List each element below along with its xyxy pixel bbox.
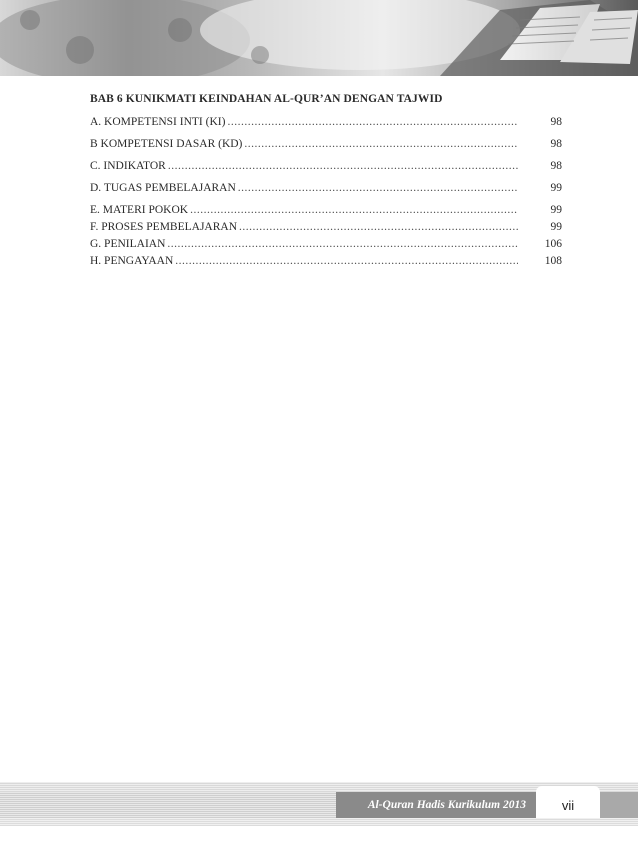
toc-row [90,220,562,234]
toc-leader-dots [239,220,518,234]
toc-page-number: 98 [550,116,562,128]
footer-stripe-right [600,792,638,818]
toc-row [90,203,562,217]
toc-row [90,254,562,268]
toc-label: H. PENGAYAAN [90,255,174,267]
footer-stripe-bottom [0,818,638,826]
toc-leader-dots [244,137,518,151]
chapter-title: BAB 6 KUNIKMATI KEINDAHAN AL-QUR’AN DENGAN TAJWID [90,93,443,105]
table-of-contents [90,93,562,268]
footer-book-title-text: Al-Quran Hadis Kurikulum 2013 [367,799,526,811]
toc-page-number: 99 [550,204,562,216]
toc-leader-dots [167,237,518,251]
toc-label: G. PENILAIAN [90,238,166,250]
toc-row [90,181,562,195]
toc-leader-dots [190,203,518,217]
toc-page-number: 98 [550,160,562,172]
toc-page-number: 106 [544,238,562,250]
toc-label: D. TUGAS PEMBELAJARAN [90,182,236,194]
footer-stripe-left [0,792,336,818]
toc-row [90,137,562,151]
toc-leader-dots [168,159,518,173]
header-banner [0,0,638,76]
toc-label: B KOMPETENSI DASAR (KD) [90,138,243,150]
toc-leader-dots [238,181,518,195]
toc-row [90,159,562,173]
toc-label: A. KOMPETENSI INTI (KI) [90,116,226,128]
toc-page-number: 99 [550,221,562,233]
toc-page-number: 108 [544,255,562,267]
toc-row [90,237,562,251]
toc-row [90,115,562,129]
footer-book-title [336,792,536,818]
toc-label: F. PROSES PEMBELAJARAN [90,221,238,233]
toc-page-number: 98 [550,138,562,150]
toc-page-number: 99 [550,182,562,194]
toc-label: E. MATERI POKOK [90,204,189,216]
toc-leader-dots [227,115,518,129]
quran-book-illustration [0,0,638,76]
toc-label: C. INDIKATOR [90,160,166,172]
toc-leader-dots [175,254,518,268]
page-number: vii [561,797,575,813]
